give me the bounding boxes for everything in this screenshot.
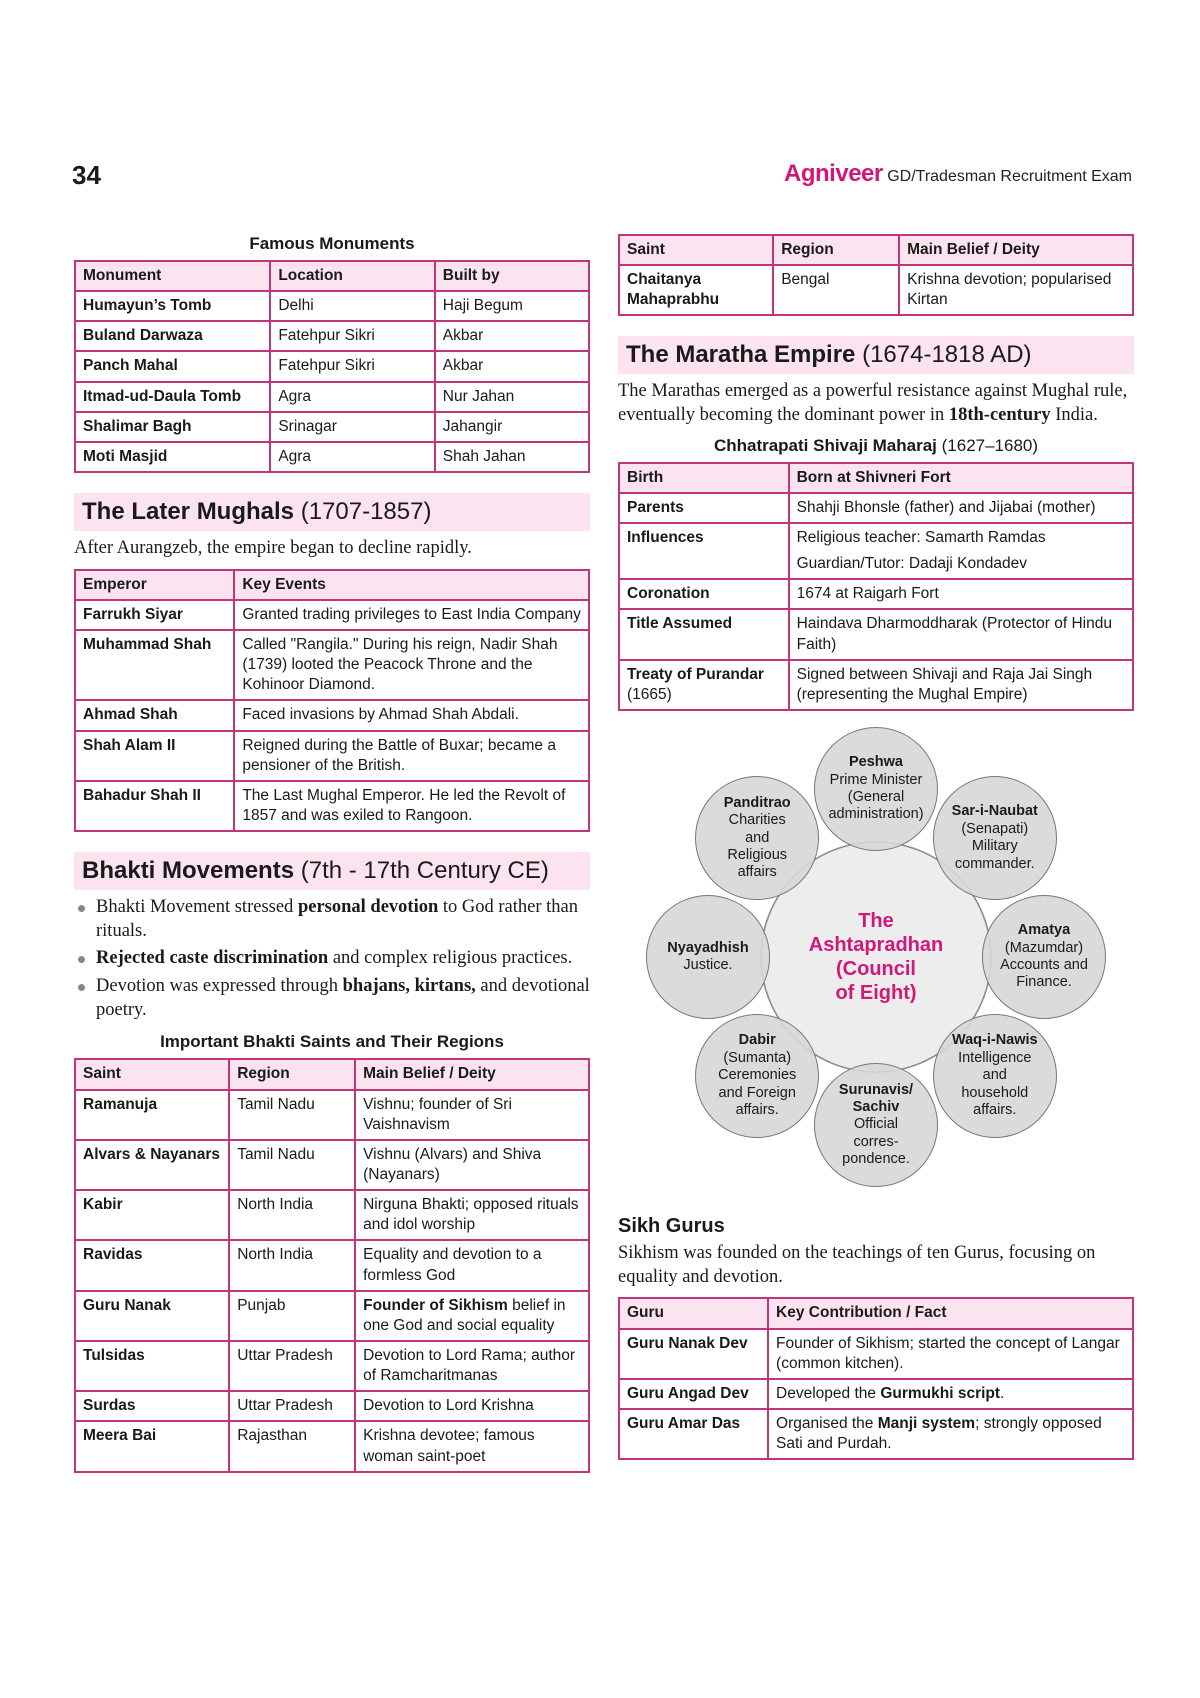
contribution-text: ; strongly opposed Sati and Purdah. (776, 1414, 1102, 1453)
saint-region: Bengal (773, 265, 899, 315)
monument-name: Moti Masjid (75, 442, 270, 472)
saint-name: Ramanuja (75, 1090, 229, 1140)
saint-belief: Equality and devotion to a formless God (355, 1240, 589, 1290)
minister-title: Nyayadhish (667, 939, 749, 956)
center-line: The (858, 910, 894, 933)
guru-contribution (768, 1409, 1133, 1459)
saint-name: Tulsidas (75, 1341, 229, 1391)
saint-name: Surdas (75, 1391, 229, 1421)
saint-belief: Vishnu (Alvars) and Shiva (Nayanars) (355, 1140, 589, 1190)
ashtapradhan-center-label (791, 897, 961, 1017)
bhakti-saints-table (74, 1058, 590, 1472)
caption-name: Chhatrapati Shivaji Maharaj (713, 435, 937, 455)
emperor-events: Called "Rangila." During his reign, Nadir Shah (1739) looted the Peacock Throne and the Kohinoor Diamond. (234, 630, 589, 700)
saint-region: North India (229, 1190, 355, 1240)
minister-role-line: household (961, 1084, 1029, 1101)
row-value (789, 523, 1133, 579)
table-header-row (619, 235, 1133, 265)
table-header-row (619, 463, 1133, 493)
contribution-emphasis: Manji system (877, 1414, 976, 1432)
emperor-events: Faced invasions by Ahmad Shah Abdali. (234, 700, 589, 730)
saint-belief (355, 1291, 589, 1341)
shivaji-caption (618, 436, 1134, 456)
bhakti-heading (74, 852, 590, 890)
monument-builder: Shah Jahan (435, 442, 589, 472)
list-item (74, 975, 590, 1022)
section-title: The Maratha Empire (626, 341, 856, 369)
page-number: 34 (72, 160, 101, 190)
minister-role-line: Prime Minister (829, 771, 923, 788)
saint-region: Punjab (229, 1291, 355, 1341)
sikh-intro: Sikhism was founded on the teachings of ten Gurus, focusing on equality and devotion. (618, 1243, 1096, 1287)
table-header-row (619, 1298, 1133, 1328)
column-header: Main Belief / Deity (899, 235, 1133, 265)
saint-region: Uttar Pradesh (229, 1341, 355, 1391)
monument-builder: Jahangir (435, 412, 589, 442)
saint-belief: Nirguna Bhakti; opposed rituals and idol worship (355, 1190, 589, 1240)
minister-title: Surunavis/ Sachiv (838, 1081, 914, 1115)
column-header: Key Events (234, 570, 589, 600)
row-label: Birth (619, 463, 789, 493)
saint-region: Uttar Pradesh (229, 1391, 355, 1421)
column-header: Emperor (75, 570, 234, 600)
saint-belief: Vishnu; founder of Sri Vaishnavism (355, 1090, 589, 1140)
row-value: Signed between Shivaji and Raja Jai Singh (representing the Mughal Empire) (789, 660, 1133, 710)
minister-role-line: affairs (737, 864, 777, 881)
saint-name: Chaitanya Mahaprabhu (619, 265, 773, 315)
table-row (75, 781, 589, 831)
guru-name: Guru Amar Das (619, 1409, 768, 1459)
column-header: Region (773, 235, 899, 265)
saint-name: Ravidas (75, 1240, 229, 1290)
table-row (619, 660, 1133, 710)
later-mughals-heading (74, 493, 590, 531)
left-column (74, 234, 590, 1473)
column-header: Monument (75, 261, 270, 291)
table-row (619, 609, 1133, 659)
saint-belief: Krishna devotion; popularised Kirtan (899, 265, 1133, 315)
label-year: (1665) (627, 685, 672, 703)
table-row (75, 442, 589, 472)
contribution-text: Organised the (776, 1414, 878, 1432)
bhakti-saints-caption: Important Bhakti Saints and Their Regions (160, 1032, 504, 1052)
minister-role-line: Finance. (1016, 974, 1072, 991)
maratha-intro (618, 380, 1134, 427)
emperor-events: Reigned during the Battle of Buxar; became a pensioner of the British. (234, 731, 589, 781)
minister-role-line: (Senapati) (961, 820, 1029, 837)
monument-name: Itmad-ud-Daula Tomb (75, 382, 270, 412)
table-row (75, 321, 589, 351)
saint-region: North India (229, 1240, 355, 1290)
contribution-text: . (1000, 1384, 1005, 1402)
section-title: Bhakti Movements (82, 857, 295, 885)
monument-location: Srinagar (270, 412, 434, 442)
table-row (75, 382, 589, 412)
minister-title: Amatya (1017, 922, 1071, 939)
minister-role-line: (Sumanta) (723, 1049, 792, 1066)
emperor-events: The Last Mughal Emperor. He led the Revolt of 1857 and was exiled to Rangoon. (234, 781, 589, 831)
table-header-row (75, 1059, 589, 1089)
row-label: Parents (619, 493, 789, 523)
center-line: (Council (836, 958, 916, 981)
minister-role-line: affairs. (735, 1101, 779, 1118)
minister-role-line: Charities (728, 812, 786, 829)
minister-role-line: Ceremonies (718, 1067, 797, 1084)
table-row (75, 291, 589, 321)
minister-role-line: Intelligence (958, 1049, 1032, 1066)
bullet-emphasis: personal devotion (297, 897, 439, 918)
minister-role-line: and (745, 829, 770, 846)
guru-name: Guru Angad Dev (619, 1379, 768, 1409)
bullet-text: Bhakti Movement stressed (96, 897, 298, 918)
table-row (75, 1090, 589, 1140)
monument-location: Delhi (270, 291, 434, 321)
bhakti-saints-continued-table (618, 234, 1134, 316)
intro-text: The Marathas emerged as a powerful resistance against Mughal rule, eventually becoming the dominant power in (618, 381, 1128, 426)
column-header: Saint (619, 235, 773, 265)
minister-role-line: Accounts and (1000, 957, 1088, 974)
minister-role-line: affairs. (973, 1101, 1017, 1118)
monument-name: Shalimar Bagh (75, 412, 270, 442)
bullet-emphasis: Rejected caste discrimination (96, 948, 329, 969)
table-row (75, 1341, 589, 1391)
center-line: of Eight) (835, 982, 917, 1005)
minister-title: Peshwa (849, 754, 903, 771)
minister-role-line: and (982, 1067, 1007, 1084)
ashtapradhan-diagram (618, 725, 1134, 1195)
column-header: Location (270, 261, 434, 291)
minister-node (814, 1063, 938, 1187)
table-row (619, 1329, 1133, 1379)
bullet-text: to God rather than rituals. (96, 897, 578, 941)
row-label: Influences (619, 523, 789, 579)
monuments-table (74, 260, 590, 473)
table-header-row (75, 570, 589, 600)
minister-node (695, 776, 819, 900)
running-header (784, 160, 1132, 188)
saint-name: Kabir (75, 1190, 229, 1240)
monument-builder: Akbar (435, 351, 589, 381)
table-row (75, 1140, 589, 1190)
brand-logo-text: Agniveer (784, 160, 883, 187)
table-row (619, 523, 1133, 579)
monument-location: Fatehpur Sikri (270, 351, 434, 381)
saint-region: Tamil Nadu (229, 1140, 355, 1190)
minister-role-line: Official (853, 1116, 899, 1133)
table-row (619, 1409, 1133, 1459)
guru-name: Guru Nanak Dev (619, 1329, 768, 1379)
monument-name: Panch Mahal (75, 351, 270, 381)
right-column (618, 234, 1134, 1460)
minister-node (646, 895, 770, 1019)
minister-role-line: and Foreign (718, 1084, 796, 1101)
minister-node (933, 776, 1057, 900)
table-row (75, 1421, 589, 1471)
table-row (75, 1240, 589, 1290)
caption-years: (1627–1680) (941, 435, 1039, 455)
intro-text: India. (1050, 405, 1098, 426)
minister-role-line: (General (847, 789, 905, 806)
monument-builder: Haji Begum (435, 291, 589, 321)
bhakti-bullet-list (74, 896, 590, 1022)
monument-name: Humayun’s Tomb (75, 291, 270, 321)
contribution-text: Developed the (776, 1384, 881, 1402)
minister-title: Dabir (738, 1032, 776, 1049)
saint-region: Rajasthan (229, 1421, 355, 1471)
intro-emphasis: 18th-century (948, 405, 1051, 426)
table-row (619, 265, 1133, 315)
guru-contribution (768, 1329, 1133, 1379)
minister-node (933, 1014, 1057, 1138)
emperor-name: Farrukh Siyar (75, 600, 234, 630)
maratha-heading (618, 336, 1134, 374)
saint-region: Tamil Nadu (229, 1090, 355, 1140)
minister-title: Sar-i-Naubat (951, 803, 1038, 820)
row-value: Haindava Dharmoddharak (Protector of Hindu Faith) (789, 609, 1133, 659)
minister-role-line: Justice. (683, 957, 733, 974)
table-row (75, 731, 589, 781)
row-value: 1674 at Raigarh Fort (789, 579, 1133, 609)
value-line: Religious teacher: Samarth Ramdas (796, 529, 1046, 547)
minister-node (814, 727, 938, 851)
bullet-text: and complex religious practices. (328, 948, 573, 969)
saint-name: Meera Bai (75, 1421, 229, 1471)
column-header: Main Belief / Deity (355, 1059, 589, 1089)
saint-name: Alvars & Nayanars (75, 1140, 229, 1190)
monument-location: Agra (270, 382, 434, 412)
row-value: Shahji Bhonsle (father) and Jijabai (mother) (789, 493, 1133, 523)
contribution-text: Founder of Sikhism; started the concept of Langar (common kitchen). (776, 1334, 1120, 1372)
table-row (619, 493, 1133, 523)
label-text: Treaty of Purandar (627, 665, 764, 683)
contribution-emphasis: Gurmukhi script (880, 1384, 1001, 1402)
saint-belief: Devotion to Lord Rama; author of Ramcharitmanas (355, 1341, 589, 1391)
bullet-text: and devotional poetry. (96, 976, 590, 1020)
row-label: Title Assumed (619, 609, 789, 659)
saint-name: Guru Nanak (75, 1291, 229, 1341)
row-label: Coronation (619, 579, 789, 609)
column-header: Guru (619, 1298, 768, 1328)
minister-role-line: administration) (828, 806, 924, 823)
monuments-caption: Famous Monuments (249, 234, 415, 253)
column-header: Built by (435, 261, 589, 291)
section-date-range: (1674-1818 AD) (862, 341, 1032, 369)
later-mughals-table (74, 569, 590, 832)
minister-role-line: pondence. (842, 1151, 910, 1168)
table-row (75, 351, 589, 381)
sikh-gurus-table (618, 1297, 1134, 1460)
section-date-range: (7th - 17th Century CE) (300, 857, 549, 885)
minister-role-line: (Mazumdar) (1004, 939, 1084, 956)
column-header: Region (229, 1059, 355, 1089)
table-row (75, 1391, 589, 1421)
monument-builder: Akbar (435, 321, 589, 351)
monument-location: Fatehpur Sikri (270, 321, 434, 351)
table-row (75, 1291, 589, 1341)
minister-node (982, 895, 1106, 1019)
value-line: Guardian/Tutor: Dadaji Kondadev (796, 555, 1027, 573)
table-row (75, 630, 589, 700)
sikh-gurus-heading: Sikh Gurus (618, 1215, 725, 1238)
saint-belief: Krishna devotee; famous woman saint-poet (355, 1421, 589, 1471)
minister-node (695, 1014, 819, 1138)
row-value: Born at Shivneri Fort (789, 463, 1133, 493)
emperor-events: Granted trading privileges to East India Company (234, 600, 589, 630)
minister-title: Waq-i-Nawis (951, 1032, 1038, 1049)
bullet-text: Devotion was expressed through (96, 976, 343, 997)
saint-belief: Devotion to Lord Krishna (355, 1391, 589, 1421)
table-row (75, 600, 589, 630)
table-row (619, 579, 1133, 609)
monument-name: Buland Darwaza (75, 321, 270, 351)
monument-builder: Nur Jahan (435, 382, 589, 412)
minister-role-line: commander. (954, 855, 1035, 872)
column-header: Saint (75, 1059, 229, 1089)
table-row (75, 412, 589, 442)
minister-role-line: corres- (853, 1133, 899, 1150)
section-date-range: (1707-1857) (300, 497, 432, 525)
later-mughals-intro: After Aurangzeb, the empire began to decline rapidly. (74, 537, 472, 558)
bullet-emphasis: bhajans, kirtans, (342, 976, 476, 997)
minister-role-line: Religious (727, 846, 788, 863)
emperor-name: Shah Alam II (75, 731, 234, 781)
list-item (74, 896, 590, 943)
list-item (74, 947, 590, 971)
table-row (75, 1190, 589, 1240)
row-label (619, 660, 789, 710)
header-subtitle: GD/Tradesman Recruitment Exam (887, 168, 1132, 185)
emperor-name: Muhammad Shah (75, 630, 234, 700)
table-header-row (75, 261, 589, 291)
section-title: The Later Mughals (82, 497, 295, 525)
minister-title: Panditrao (723, 794, 791, 811)
emperor-name: Ahmad Shah (75, 700, 234, 730)
emperor-name: Bahadur Shah II (75, 781, 234, 831)
minister-role-line: Military (971, 838, 1018, 855)
table-row (75, 700, 589, 730)
center-line: Ashtapradhan (808, 934, 944, 957)
guru-contribution (768, 1379, 1133, 1409)
belief-text: belief in one God and social equality (363, 1296, 566, 1334)
shivaji-table (618, 462, 1134, 711)
monument-location: Agra (270, 442, 434, 472)
table-row (619, 1379, 1133, 1409)
column-header: Key Contribution / Fact (768, 1298, 1133, 1328)
belief-emphasis: Founder of Sikhism (363, 1296, 508, 1314)
